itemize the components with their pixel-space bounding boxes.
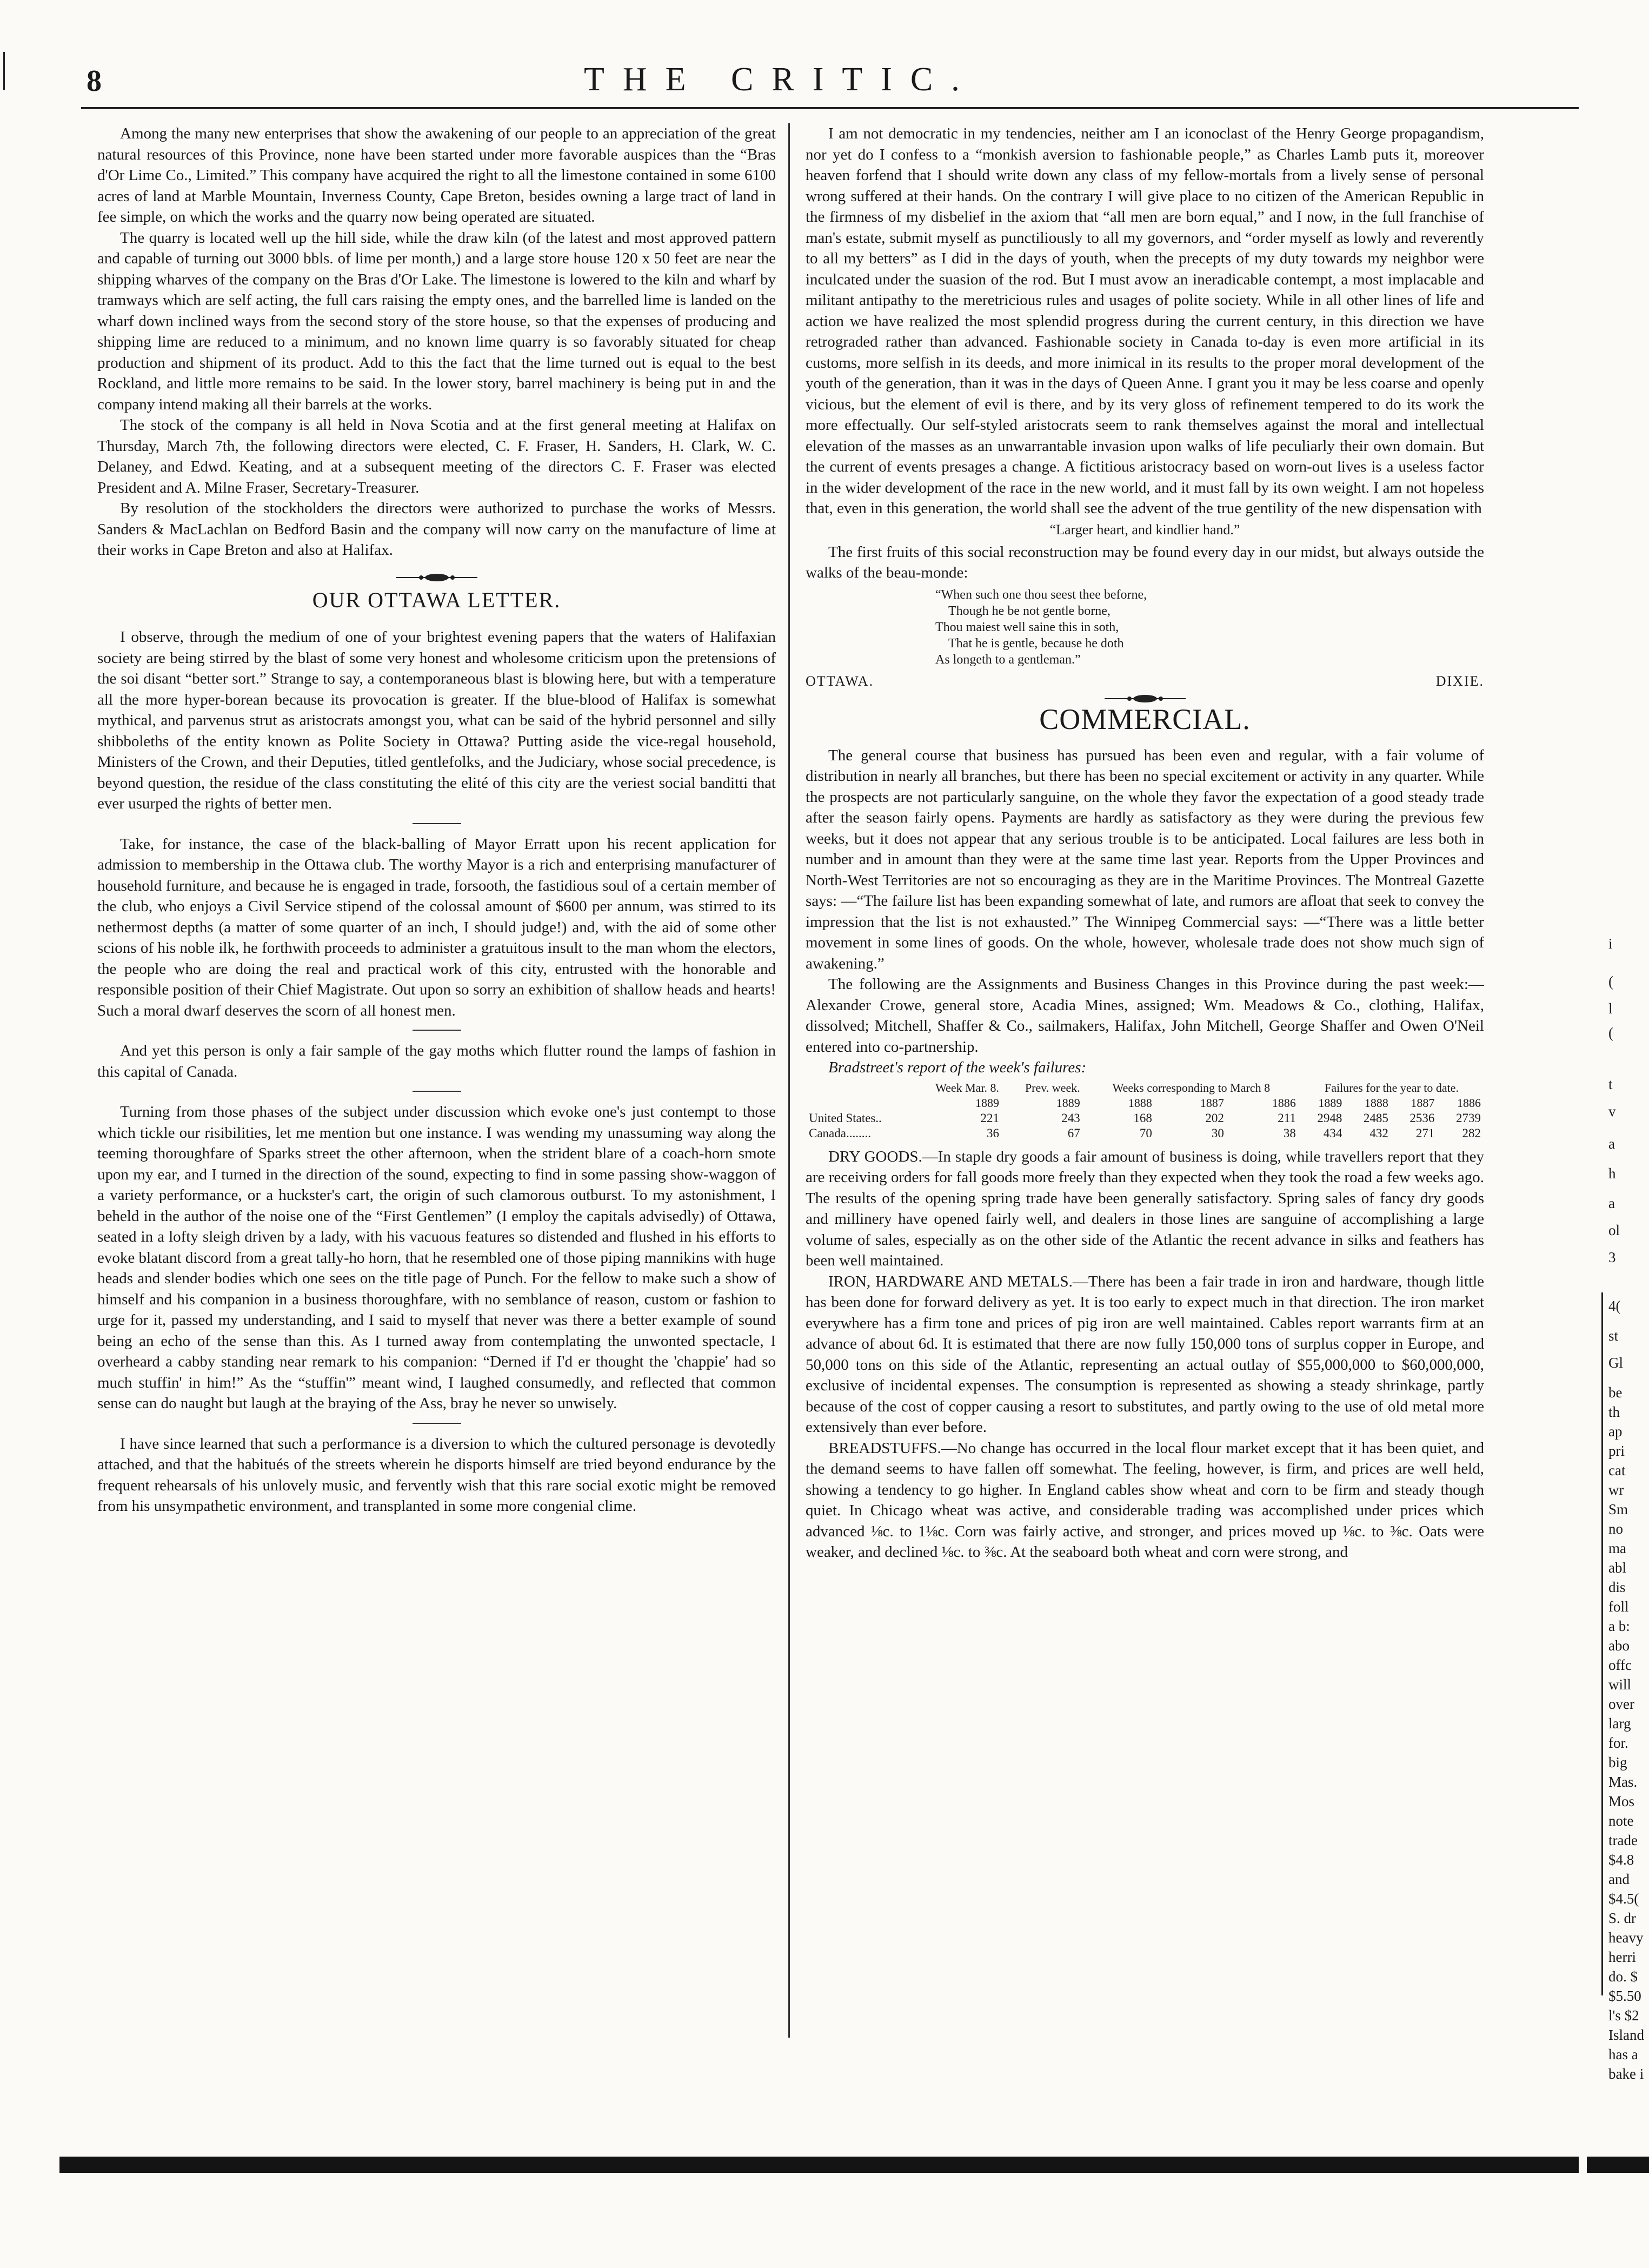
ottawa-paragraph: I am not democratic in my tendencies, neither am I an iconoclast of the Henry George propagandism, nor yet do I confess to a “monkish aversion to fashionable people,” as Charles Lamb puts it, moreover heaven forfend that I should write down any class of my fellow-mortals from a lively sense of personal wrong suffered at their hands. On the contrary I will give place to no citizen of the American Republic in the firmness of my disbelief in the axiom that “all men are born equal,” and I now, in the full franchise of man's estate, submit myself as punctiliously to all my governors, and “order myself as lowly and reverently to all my betters” as I did in the days of youth, when the precepts of my duty towards my neighbor were inculcated under the suasion of the rod. But I must avow an ineradicable contempt, a most implacable and militant antipathy to the meretricious rules and usages of polite society. While in all other lines of life and action we have realized the most splendid progress during the current century, in this direction we have retrograded rather than advanced. Fashionable society in Canada to-day is even more artificial in its customs, more selfish in its deeds, and more inimical in its results to the proper moral development of the youth of the generation, than it was in the days of Queen Anne. I grant you it may be less coarse and openly vicious, but the element of evil is there, and by its very gloss of refinement tempered to do its work the more effectually. Our self-styled aristocrats seem to rank themselves against the moral and intellectual elevation of the masses as an unwarrantable invasion upon walks of life peculiarly their own domain. But the current of events presages a change. A fictitious aristocracy based on worn-out lives is a useless factor in the wider development of the race in the new world, and it must fall by its own weight. I am not hopeless that, even in this generation, the world shall see the advent of the true gentility of the new dispensation with [806, 125, 1484, 517]
margin-fragment: Island [1608, 2027, 1644, 2043]
margin-fragment: be [1608, 1384, 1623, 1401]
table-row [806, 1126, 1484, 1141]
table-header-corresponding: Weeks corresponding to March 8 [1112, 1080, 1271, 1095]
column-divider [788, 123, 790, 2038]
ottawa-letter-heading: OUR OTTAWA LETTER. [312, 587, 561, 612]
table-year: 1886 [1457, 1096, 1481, 1110]
margin-fragment: cat [1608, 1462, 1626, 1478]
breadstuffs-text: —No change has occurred in the local flour market except that it has been quiet, and the demand seems to have fallen off somewhat. The feeling, however, is firm, and prices are well held, showing a tendency to go higher. In England cables show wheat and corn to be firm and steady though quiet. In Chicago wheat was active, and considerable trading was accomplished under prices which advanced ⅛c. to 1⅛c. Corn was fairly active, and stronger, and prices moved up ⅛c. to ⅜c. Oats were weaker, and declined ⅛c. to ⅜c. At the seaboard both wheat and corn were strong, and [806, 1439, 1484, 1561]
margin-fragment: h [1608, 1165, 1616, 1182]
lime-paragraph: Among the many new enterprises that show the awakening of our people to an appreciation of the great natural resources of this Province, none have been started under more favorable auspices than the “Bras d'Or Lime Co., Limited.” This company have acquired the right to all the limestone contained in some 6100 acres of land at Marble Mountain, Inverness County, Cape Breton, besides owning a large tract of land in fee simple, on which the works and the quarry now being operated are situated. [97, 125, 776, 226]
table-cell: 271 [1415, 1126, 1435, 1140]
table-cell: 243 [1061, 1111, 1080, 1125]
margin-fragment: heavy [1608, 1929, 1644, 1946]
verse-line: Though he be not gentle borne, [948, 604, 1111, 618]
header-rule [81, 107, 1579, 109]
row-label: Canada........ [809, 1126, 871, 1140]
margin-fragment: and [1608, 1871, 1630, 1887]
signoff-name: DIXIE. [1435, 673, 1484, 689]
margin-fragment: pri [1608, 1443, 1625, 1459]
ottawa-paragraph: I observe, through the medium of one of your brightest evening papers that the waters of Halifaxian society are being stirred by the blast of some very honest and wholesome criticism upon the pretensions of the soi disant “better sort.” Strange to say, a contemporaneous blast is blowing here, but with a temperature all the more hyper-borean because its provocation is greater. If the blue-blood of Halifax is somewhat mythical, and parvenus strut as aristocrats amongst you, what can be said of the hybrid personnel and silly shibboleths of the entity known as Polite Society in Ottawa? Putting aside the vice-regal household, Ministers of the Crown, and their Deputies, titled gentlefolks, and the Judiciary, whose social precedence, is beyond question, the residue of the class constituting the elité of this city are the veriest social banditti that ever usurped the rights of better men. [97, 628, 776, 812]
margin-fragment: a b: [1608, 1618, 1630, 1634]
margin-fragment: will [1608, 1676, 1632, 1693]
margin-fragment: Sm [1608, 1501, 1628, 1517]
ottawa-paragraph: Take, for instance, the case of the black-balling of Mayor Erratt upon his recent application for admission to membership in the Ottawa club. The worthy Mayor is a rich and enterprising manufacturer of household furniture, and because he is engaged in trade, forsooth, the fastidious soul of a certain member of the club, who enjoys a Civil Service stipend of the colossal amount of $600 per annum, was stirred to its nethermost depths (a matter of some quarter of an inch, I should judge!) and, with the aid of some other scions of his noble ilk, he forthwith proceeds to administer a gratuitous insult to the man whom the electors, the people who are doing the real and practical work of this city, entrusted with the honorable and responsible position of their Chief Magistrate. Out upon so sorry an exhibition of shallow heads and hearts! Such a moral dwarf deserves the scorn of all honest men. [97, 835, 776, 1019]
table-year: 1888 [1364, 1096, 1388, 1110]
page-number: 8 [87, 64, 102, 98]
margin-fragment: big [1608, 1754, 1627, 1770]
ottawa-paragraph: I have since learned that such a performance is a diversion to which the cultured personage is devotedly attached, and that the habitués of the streets wherein he disports himself are tried beyond endurance by the frequent rehearsals of his unlovely music, and fervently wish that this rare social exotic might be removed from his unsympathetic environment, and transplanted in some more congenial clime. [97, 1435, 776, 1515]
iron-text: —There has been a fair trade in iron and hardware, though little has been done for forward delivery as yet. It is too early to expect much in that direction. The iron market everywhere has a firm tone and prices of pig iron are well maintained. Cables report warrants firm at an advance of about 6d. It is estimated that there are now fully 150,000 tons of surplus copper in Europe, and 50,000 tons on this side of the Atlantic, representing an actual outlay of $55,000,000 to $60,000,000, exclusive of incidental expenses. The consumption is represented as showing a steady shrinkage, partly because of the cost of copper causing a resort to substitutes, and partly owing to the use of old metal more extensively than ever before. [806, 1272, 1484, 1436]
scan-edge-mark [3, 52, 5, 90]
table-year: 1887 [1411, 1096, 1435, 1110]
table-header-failures: Failures for the year to date. [1324, 1080, 1459, 1095]
margin-fragment: l's $2 [1608, 2007, 1639, 2024]
margin-fragment: Mas. [1608, 1774, 1638, 1790]
ottawa-paragraph: The first fruits of this social reconstruction may be found every day in our midst, but always outside the walks of the beau-monde: [806, 543, 1484, 581]
verse-line: “When such one thou seest thee beforne, [935, 587, 1147, 602]
bradstreet-intro-text: Bradstreet's report of the week's failures: [828, 1059, 1087, 1076]
margin-fragment: dis [1608, 1579, 1626, 1595]
iron-paragraph [806, 1271, 1484, 1438]
dry-goods-paragraph [806, 1146, 1484, 1271]
table-year: 1889 [1318, 1096, 1342, 1110]
bottom-scan-bar-right [1587, 2157, 1649, 2173]
table-corner [806, 1096, 910, 1111]
bradstreet-intro [806, 1057, 1484, 1078]
letter-signoff [806, 671, 1484, 692]
verse-line: As longeth to a gentleman.” [935, 652, 1081, 667]
commercial-heading: COMMERCIAL. [1039, 703, 1251, 735]
margin-fragment: foll [1608, 1599, 1629, 1615]
paragraph-separator [413, 1423, 461, 1424]
verse-quote [935, 587, 1484, 668]
section-ornament [1105, 694, 1186, 704]
table-cell: 282 [1462, 1126, 1481, 1140]
paragraph-separator [413, 823, 461, 824]
margin-fragment: ( [1608, 1025, 1613, 1041]
margin-fragment: $4.8 [1608, 1852, 1634, 1868]
pull-quote: “Larger heart, and kindlier hand.” [1049, 521, 1240, 538]
margin-fragment: st [1608, 1328, 1619, 1344]
margin-fragment: abl [1608, 1560, 1626, 1576]
margin-fragment: Mos [1608, 1793, 1635, 1809]
table-header-week: Week Mar. 8. [935, 1080, 1000, 1095]
iron-label: IRON, HARDWARE AND METALS. [828, 1272, 1073, 1290]
table-header-prev: Prev. week. [1025, 1080, 1080, 1095]
margin-fragment: v [1608, 1103, 1616, 1119]
table-cell: 432 [1369, 1126, 1388, 1140]
paragraph-separator [413, 1091, 461, 1092]
commercial-paragraph: The following are the Assignments and Business Changes in this Province during the past week:—Alexander Crowe, general store, Acadia Mines, assigned; Wm. Meadows & Co., clothing, Halifax, dissolved; Mitchell, Shaffer & Co., sailmakers, Halifax, John Mitchell, George Shaffer and Owen O'Neil entered into co-partnership. [806, 976, 1484, 1056]
verse-line: Thou maiest well saine this in soth, [935, 620, 1119, 634]
margin-fragment: $4.5( [1608, 1891, 1639, 1907]
margin-fragment: note [1608, 1813, 1634, 1829]
margin-fragment: t [1608, 1076, 1613, 1092]
margin-fragment: 4( [1608, 1298, 1621, 1314]
section-ornament [396, 573, 477, 582]
table-cell: 221 [980, 1111, 1000, 1125]
paragraph-separator [413, 1030, 461, 1031]
table-cell: 36 [987, 1126, 1000, 1140]
table-cell: 2536 [1409, 1111, 1435, 1125]
margin-fragment: ap [1608, 1423, 1623, 1440]
margin-fragment: offc [1608, 1657, 1632, 1673]
margin-fragment: S. dr [1608, 1910, 1637, 1926]
margin-fragment: ( [1608, 973, 1613, 990]
margin-fragment: wr [1608, 1482, 1624, 1498]
commercial-paragraph: The general course that business has pursued has been even and regular, with a fair volume of distribution in nearly all branches, but there has been no special excitement or activity in any quarter. While the prospects are not particularly sanguine, on the whole they favor the expectation of a good steady trade after the season fairly opens. Payments are hardly as satisfactory as they were during the previous few weeks, but it does not appear that any serious trouble is to be anticipated. Local failures are less both in number and in amount than they were at the same time last year. Reports from the Upper Provinces and North-West Territories are not so encouraging as they are in the Maritime Provinces. The Montreal Gazette says: —“The failure list has been expanding somewhat of late, and rumors are afloat that seek to convey the impression that the list is not exhausted.” The Winnipeg Commercial says: —“There was a little better movement in some lines of goods. On the whole, however, wholesale trade does not show much sign of awakening.” [806, 746, 1484, 972]
verse-line: That he is gentle, because he doth [948, 636, 1124, 651]
table-cell: 434 [1323, 1126, 1342, 1140]
margin-fragment: i [1608, 936, 1613, 952]
table-corner [806, 1080, 910, 1096]
table-cell: 70 [1139, 1126, 1152, 1140]
table-year: 1889 [1056, 1096, 1080, 1110]
table-cell: 2739 [1456, 1111, 1481, 1125]
margin-fragment: 3 [1608, 1249, 1616, 1265]
signoff-place: OTTAWA. [806, 673, 874, 689]
margin-rule [1601, 1292, 1603, 1995]
table-year: 1888 [1128, 1096, 1152, 1110]
dry-goods-label: DRY GOODS. [828, 1148, 922, 1165]
margin-fragment: herri [1608, 1949, 1636, 1965]
margin-fragment: for. [1608, 1735, 1628, 1751]
margin-fragment: Gl [1608, 1355, 1623, 1371]
table-cell: 67 [1067, 1126, 1080, 1140]
margin-fragment: l [1608, 1000, 1613, 1017]
margin-fragment: has a [1608, 2046, 1638, 2063]
lime-paragraph: The stock of the company is all held in Nova Scotia and at the first general meeting at Halifax on Thursday, March 7th, the following directors were elected, C. F. Fraser, H. Sanders, H. Clark, W. C. Delaney, and Edwd. Keating, and at a subsequent meeting of the directors C. F. Fraser was elected President and A. Milne Fraser, Secretary-Treasurer. [97, 416, 776, 496]
margin-fragment: ma [1608, 1540, 1626, 1556]
table-year: 1886 [1272, 1096, 1296, 1110]
margin-fragment: larg [1608, 1715, 1631, 1732]
margin-fragment: th [1608, 1404, 1620, 1420]
margin-fragment: bake i [1608, 2066, 1644, 2082]
row-label: United States.. [809, 1111, 882, 1125]
table-cell: 211 [1278, 1111, 1296, 1125]
table-year: 1887 [1200, 1096, 1224, 1110]
margin-fragment: a [1608, 1136, 1615, 1152]
lime-paragraph: The quarry is located well up the hill side, while the draw kiln (of the latest and most approved pattern and capable of turning out 3000 bbls. of lime per month,) and a large store house 120 x 50 feet are near the shipping wharves of the company on the Bras d'Or Lake. The limestone is lowered to the kiln and wharf by tramways which are self acting, the full cars raising the empty ones, and the barrelled lime is landed on the wharf down inclined ways from the second story of the store house, so that the expenses of producing and shipping lime are reduced to a minimum, and no known lime quarry is so favorably situated for cheap production and shipment of its product. Add to this the fact that the lime turned out is equal to the best Rockland, and little more remains to be said. In the lower story, barrel machinery is being put in and the company intend making all their barrels at the works. [97, 229, 776, 413]
table-cell: 168 [1133, 1111, 1152, 1125]
table-cell: 202 [1205, 1111, 1224, 1125]
ottawa-paragraph: Turning from those phases of the subject under discussion which evoke one's just contempt to those which tickle our risibilities, let me mention but one instance. I was wending my unassuming way along the teeming thoroughfare of Sparks street the other afternoon, when the strident blare of a coach-horn smote upon my ear, and I turned in the direction of the sound, expecting to find in some passing show-waggon of a variety performance, or a huckster's cart, the origin of such clamorous outburst. To my astonishment, I beheld in the author of the noise one of the “First Gentlemen” (I employ the capitals advisedly) of Ottawa, seated in a lofty sleigh driven by a lady, with his vacuous features so distended and flushed in his efforts to evoke blatant discord from a great tally-ho horn, that he resembled one of those piping mannikins with huge heads and slender bodies which one sees on the title page of Punch. For the fellow to make such a show of himself and his companion in a business thoroughfare, with no semblance of reason, custom or fashion to urge for it, passed my understanding, and I said to myself that never was there a better example of sound being an echo of the sense than this. As I turned away from contemplating the unwonted spectacle, I overheard a cabby standing near remark to his companion: “Derned if I'd er thought the 'chappie' had so much stuffin' in him!” As the “stuffin'” meant wind, I laughed consumedly, and reflected that common sense can do naught but laugh at the braying of the Ass, bray he never so unwisely. [97, 1103, 776, 1412]
masthead-title: THE CRITIC. [584, 61, 978, 98]
table-cell: 2948 [1317, 1111, 1342, 1125]
right-column [806, 123, 1484, 1563]
margin-fragment: do. $ [1608, 1968, 1638, 1985]
table-cell: 2485 [1363, 1111, 1388, 1125]
table-row [806, 1111, 1484, 1126]
margin-fragment: abo [1608, 1637, 1630, 1654]
dry-goods-text: —In staple dry goods a fair amount of business is doing, while travellers report that they are receiving orders for fall goods more freely than they expected when they took the road a few weeks ago. The results of the opening spring trade have been generally satisfactory. Spring sales of fancy dry goods and millinery have opened fairly well, and dealers in those lines are sanguine of accomplishing a large volume of sales, especially as on the other side of the Atlantic the recent advance in silks and feathers has been well maintained. [806, 1148, 1484, 1269]
margin-fragment: a [1608, 1195, 1615, 1211]
breadstuffs-label: BREADSTUFFS. [828, 1439, 941, 1457]
table-cell: 30 [1211, 1126, 1224, 1140]
margin-fragment: $5.50 [1608, 1988, 1641, 2004]
table-cell: 38 [1283, 1126, 1296, 1140]
lime-paragraph: By resolution of the stockholders the directors were authorized to purchase the works of Messrs. Sanders & MacLachlan on Bedford Basin and the company will now carry on the manufacture of lime at their works in Cape Breton and also at Halifax. [97, 500, 776, 559]
margin-fragment: trade [1608, 1832, 1638, 1848]
left-column [97, 123, 776, 1517]
table-year: 1889 [975, 1096, 1000, 1110]
margin-fragment: over [1608, 1696, 1634, 1712]
failures-table [806, 1080, 1484, 1141]
bottom-scan-bar [59, 2157, 1579, 2173]
margin-fragment: no [1608, 1521, 1623, 1537]
ottawa-paragraph: And yet this person is only a fair sample of the gay moths which flutter round the lamps of fashion in this capital of Canada. [97, 1042, 776, 1080]
breadstuffs-paragraph [806, 1438, 1484, 1563]
margin-fragment: ol [1608, 1222, 1620, 1238]
